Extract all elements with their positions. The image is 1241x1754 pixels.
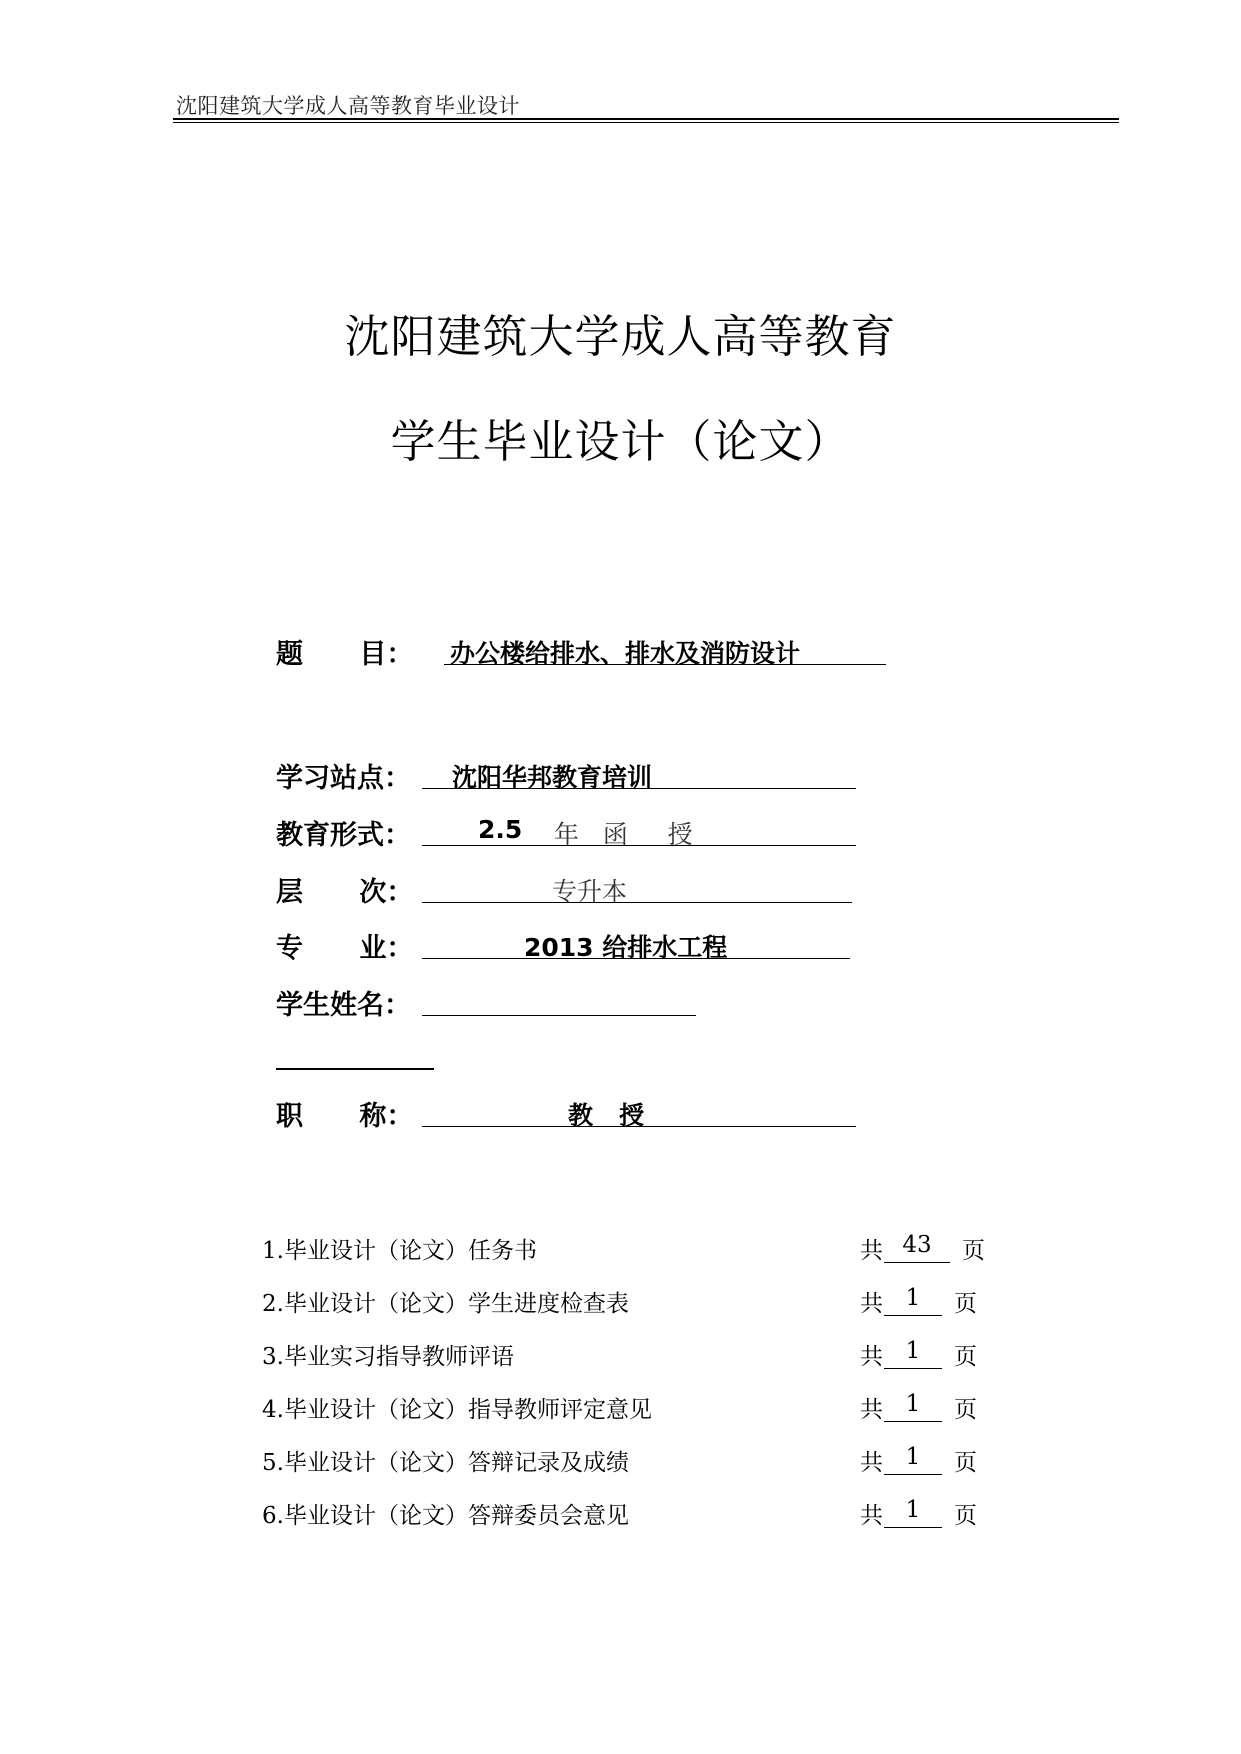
- list-item: [262, 1232, 1002, 1272]
- field-level: [276, 870, 896, 910]
- list-item-ye: 页: [954, 1450, 977, 1476]
- list-item: [262, 1285, 1002, 1325]
- field-study-center-label: 学习站点：: [276, 763, 411, 794]
- field-education-form-label: 教育形式：: [276, 820, 411, 851]
- field-education-form: [276, 813, 896, 853]
- list-item-ye: 页: [954, 1397, 977, 1423]
- field-title-rank-label: 职 称：: [276, 1101, 414, 1132]
- field-student-name-underline: [422, 983, 696, 1016]
- field-major-value: 2013 给排水工程: [524, 933, 728, 962]
- list-item-gong: 共: [860, 1450, 883, 1476]
- field-student-name: [276, 983, 896, 1023]
- field-topic-value: 办公楼给排水、排水及消防设计: [450, 639, 801, 668]
- list-item-gong: 共: [860, 1238, 883, 1264]
- list-item: [262, 1444, 1002, 1484]
- list-item-name: 3.毕业实习指导教师评语: [262, 1344, 514, 1370]
- list-item: [262, 1338, 1002, 1378]
- field-topic-label: 题 目：: [276, 639, 414, 670]
- list-item-name: 4.毕业设计（论文）指导教师评定意见: [262, 1397, 652, 1423]
- field-level-value: 专升本: [552, 877, 628, 906]
- list-item-ye: 页: [962, 1238, 985, 1264]
- list-item-gong: 共: [860, 1503, 883, 1529]
- field-student-name-label: 学生姓名：: [276, 990, 411, 1021]
- list-item-name: 1.毕业设计（论文）任务书: [262, 1238, 537, 1264]
- list-item-ye: 页: [954, 1344, 977, 1370]
- list-item-pages: 43: [884, 1232, 950, 1263]
- list-item-gong: 共: [860, 1291, 883, 1317]
- list-item: [262, 1497, 1002, 1537]
- list-item: [262, 1391, 1002, 1431]
- field-education-form-num: 2.5: [478, 815, 523, 844]
- list-item-name: 2.毕业设计（论文）学生进度检查表: [262, 1291, 629, 1317]
- list-item-pages: 1: [884, 1338, 942, 1369]
- title-line-1: 沈阳建筑大学成人高等教育: [344, 310, 897, 363]
- field-topic: [276, 632, 896, 672]
- field-title-rank-value: 教 授: [568, 1101, 645, 1130]
- field-level-label: 层 次：: [276, 877, 414, 908]
- field-level-underline: [422, 870, 852, 903]
- header-rule: [173, 118, 1119, 120]
- list-item-ye: 页: [954, 1503, 977, 1529]
- field-education-form-text: 年 函 授: [554, 820, 693, 849]
- field-title-rank: [276, 1094, 896, 1134]
- list-item-gong: 共: [860, 1397, 883, 1423]
- list-item-pages: 1: [884, 1444, 942, 1475]
- field-major: [276, 926, 896, 966]
- list-item-pages: 1: [884, 1391, 942, 1422]
- list-item-gong: 共: [860, 1344, 883, 1370]
- list-item-name: 6.毕业设计（论文）答辩委员会意见: [262, 1503, 629, 1529]
- separator-line: [276, 1068, 434, 1070]
- running-header: 沈阳建筑大学成人高等教育毕业设计: [176, 94, 520, 118]
- list-item-pages: 1: [884, 1285, 942, 1316]
- list-item-ye: 页: [954, 1291, 977, 1317]
- field-study-center-value: 沈阳华邦教育培训: [452, 763, 653, 792]
- list-item-pages: 1: [884, 1497, 942, 1528]
- title-line-2: 学生毕业设计（论文）: [390, 415, 851, 468]
- field-major-label: 专 业：: [276, 933, 414, 964]
- header-rule-thin: [173, 122, 1119, 123]
- field-study-center: [276, 756, 896, 796]
- list-item-name: 5.毕业设计（论文）答辩记录及成绩: [262, 1450, 629, 1476]
